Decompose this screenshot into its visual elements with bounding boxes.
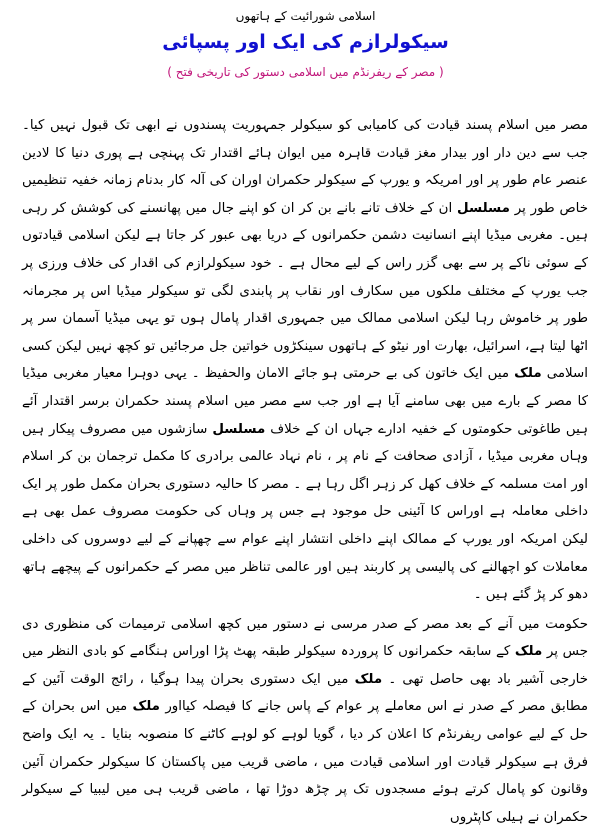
paragraph-text: کے سابقہ حکمرانوں کا پروردہ سیکولر طبقہ پھٹ پڑا اوراس ہنگامے کو بادی النظر میں خارجی آشیر باد بھی حاصل تھی ۔: [22, 644, 588, 687]
highlighted-word: مسلسل: [457, 200, 510, 216]
paragraph-text: میں ایک دستوری بحران پیدا ہوگیا ، رائج الوقت آئین کے مطابق مصر کے صدر نے اس معاملے پر عوام کے پاس جانے کا فیصلہ کیااور: [22, 671, 588, 715]
highlighted-word: ملک: [514, 366, 542, 382]
paragraph-text: حکومت میں آنے کے بعد مصر کے صدر مرسی نے دستور میں کچھ اسلامی ترمیمات کی منظوری دی جس پر: [22, 616, 588, 660]
article-paragraph-1: [22, 112, 588, 609]
article-body: [22, 112, 588, 831]
article-kicker: اسلامی شورائیت کے ہاتھوں: [235, 9, 376, 23]
highlighted-word: ملک: [132, 699, 160, 715]
highlighted-word: مسلسل: [212, 421, 266, 437]
paragraph-text: میں ایک خاتون کی بے حرمتی ہو جائے الامان والحفیظ ۔ یہی دوہرا معیار مغربی میڈیا کا مصر کے بارے میں بھی سامنے آیا ہے اور جب سے مصر میں اسلام پسند حکمران برسر اقتدار آئے ہیں طاغوتی حکومتوں کے خفیہ ادارے جہاں ان کے خلاف: [22, 366, 588, 437]
paragraph-text: سازشوں میں مصروف پیکار ہیں وہاں مغربی میڈیا ، آزادی صحافت کے نام پر ، نام نہاد عالمی برادری کا مکمل ترجمان بن کر اسلام اور امت مسلمہ کے خلاف کھل کر زہر اگل رہا ہے ۔ مصر کا حالیہ دستوری بحران مکمل طور پر ایک داخلی معاملہ ہے اوراس کا آئینی حل موجود ہے جس پر وہاں کی حکومت مصروف عمل بھی ہے لیکن امریکہ اور یورپ کے ممالک اپنے داخلی انتشار اپنے عوام سے چھپانے کے لیے دوسروں کی داخلی معاملات کو اچھالنے کی پالیسی پر کاربند ہیں اور عالمی تناظر میں مصر کے حکمرانوں کے پیچھے ہاتھ دھو کر پڑ گئے ہیں ۔: [22, 421, 588, 603]
paragraph-text: مصر میں اسلام پسند قیادت کی کامیابی کو سیکولر جمہوریت پسندوں نے ابھی تک قبول نہیں کیا۔ جب سے دین دار اور بیدار مغز قیادت قاہرہ میں ایوان ہائے اقتدار تک پہنچی ہے پوری دنیا کا لادین عنصر عام طور پر اور امریکہ و یورپ کے سیکولر حکمران اوران کی آلہ کار بدنام زمانہ خفیہ تنظیمیں خاص طور پر: [22, 118, 588, 216]
article-subtitle: ( مصر کے ریفرنڈم میں اسلامی دستور کی تاریخی فتح ): [167, 65, 444, 79]
paragraph-text: میں اس بحران کے حل کے لیے عوامی ریفرنڈم کا اعلان کر دیا ، گویا لوہے کو لوہے کاٹنے کا منصوبہ بنایا ۔ یہ ایک واضح فرق ہے سیکولر قیادت اور اسلامی قیادت میں ، ماضی قریب میں پاکستان کا سیکولر حکمران آئین وقانون کو پامال کرتے ہوئے مسجدوں تک پر چڑھ دوڑا تھا ، ماضی قریب ہی میں لیبیا کے سیکولر حکمران نے ہیلی کاپٹروں: [22, 699, 588, 825]
highlighted-word: ملک: [354, 671, 383, 687]
article-title: سیکولرازم کی ایک اور پسپائی: [162, 31, 449, 53]
article-paragraph-2: [22, 611, 588, 831]
paragraph-text: ان کے خلاف تانے بانے بن کر ان کو اپنے جال میں پھانسنے کی کوشش کر رہی ہیں۔ مغربی میڈیا اپنے انسانیت دشمن حکمرانوں کے دریا بھی عبور کر جاتا ہے لیکن اسلامی قیادتوں کے سوئی ناکے پر سے بھی گزر راس کے لیے محال ہے ۔ خود سیکولرازم کی اقدار کی خلاف ورزی پر جب یورپ کے مختلف ملکوں میں سکارف اور نقاب پر پابندی لگی تو سیکولر میڈیا اس پر مجرمانہ طور پر خاموش رہا لیکن اسلامی ممالک میں جمہوری اقدار پامال ہوں تو یہی میڈیا آسمان سر پر اٹھا لیتا ہے، اسرائیل، بھارت اور نیٹو کے ہاتھوں سینکڑوں خواتین جل مرجائیں تو کچھ نہیں لیکن کسی اسلامی: [22, 200, 588, 382]
highlighted-word: ملک: [514, 644, 543, 660]
